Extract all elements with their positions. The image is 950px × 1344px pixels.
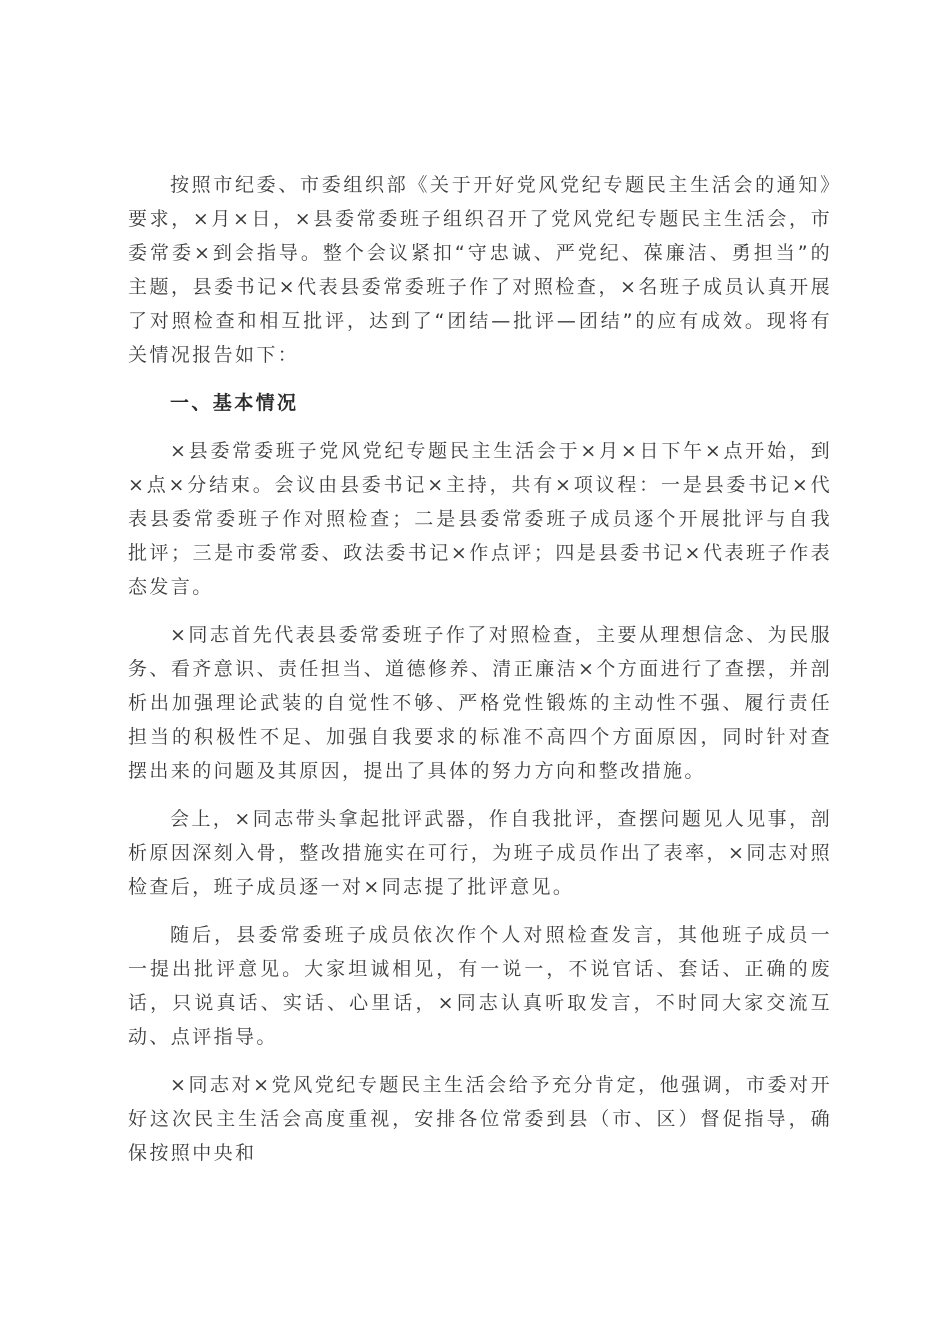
section-heading-basic-situation: 一、基本情况 [170, 392, 299, 414]
document-body [128, 168, 832, 1184]
self-examination-paragraph: ×同志首先代表县委常委班子作了对照检查，主要从理想信念、为民服务、看齐意识、责任担当、道德修养、清正廉洁×个方面进行了查摆，并剖析出加强理论武装的自觉性不够、严格党性锻炼的主动性不强、履行责任担当的积极性不足、加强自我要求的标准不高四个方面原因，同时针对查摆出来的问题及其原因，提出了具体的努力方向和整改措施。 [128, 624, 832, 782]
member-speeches-paragraph: 随后，县委常委班子成员依次作个人对照检查发言，其他班子成员一一提出批评意见。大家坦诚相见，有一说一，不说官话、套话、正确的废话，只说真话、实话、心里话，×同志认真听取发言，不时同大家交流互动、点评指导。 [128, 924, 832, 1048]
closing-remarks-paragraph: ×同志对×党风党纪专题民主生活会给予充分肯定，他强调，市委对开好这次民主生活会高度重视，安排各位常委到县（市、区）督促指导，确保按照中央和 [128, 1074, 832, 1164]
intro-paragraph: 按照市纪委、市委组织部《关于开好党风党纪专题民主生活会的通知》要求，×月×日，×县委常委班子组织召开了党风党纪专题民主生活会，市委常委×到会指导。整个会议紧扣“守忠诚、严党纪、葆廉洁、勇担当”的主题，县委书记×代表县委常委班子作了对照检查，×名班子成员认真开展了对照检查和相互批评，达到了“团结—批评—团结”的应有成效。现将有关情况报告如下： [128, 174, 832, 366]
meeting-overview-paragraph: ×县委常委班子党风党纪专题民主生活会于×月×日下午×点开始，到×点×分结束。会议由县委书记×主持，共有×项议程：一是县委书记×代表县委常委班子作对照检查；二是县委常委班子成员逐个开展批评与自我批评；三是市委常委、政法委书记×作点评；四是县委书记×代表班子作表态发言。 [128, 440, 832, 598]
criticism-paragraph: 会上，×同志带头拿起批评武器，作自我批评，查摆问题见人见事，剖析原因深刻入骨，整改措施实在可行，为班子成员作出了表率，×同志对照检查后，班子成员逐一对×同志提了批评意见。 [128, 808, 832, 898]
